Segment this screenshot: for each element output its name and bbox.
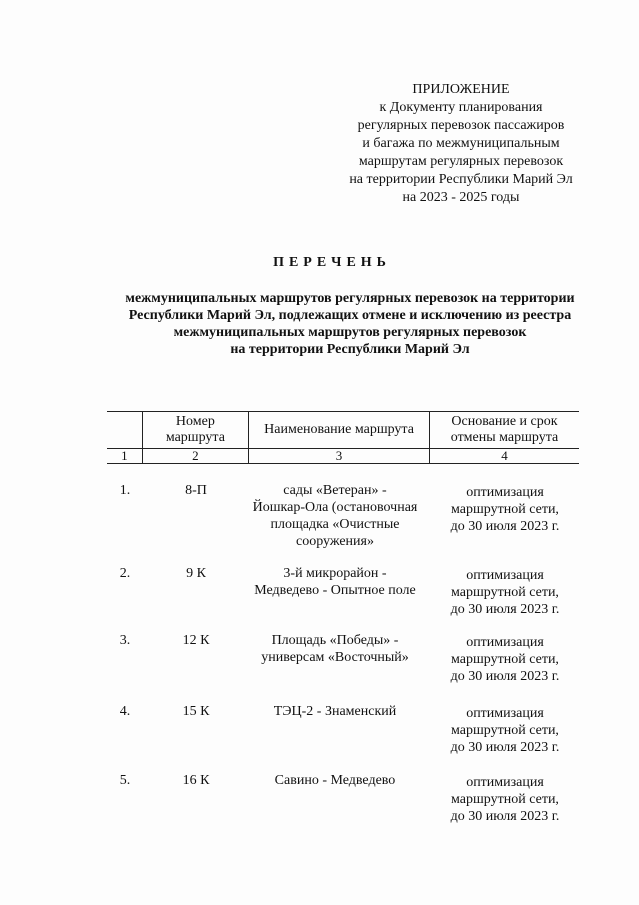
subtitle-line: на территории Республики Марий Эл — [230, 342, 470, 357]
route-name-line: универсам «Восточный» — [261, 650, 409, 665]
subtitle-line: межмуниципальных маршрутов регулярных перевозок — [173, 325, 527, 340]
column-number: 1 — [107, 449, 142, 464]
header-basis-line2: отмены маршрута — [450, 430, 559, 445]
route-name-line: Площадь «Победы» - — [271, 633, 399, 648]
basis-line: маршрутной сети, — [451, 652, 559, 667]
route-code: 12 К — [182, 633, 210, 648]
basis-line: маршрутной сети, — [451, 723, 559, 738]
route-code: 9 К — [186, 566, 206, 581]
basis-line: до 30 июля 2023 г. — [450, 809, 560, 824]
header-route-number-line2: маршрута — [165, 430, 225, 445]
row-number: 5. — [119, 773, 131, 788]
route-name-line: 3-й микрорайон - — [283, 566, 387, 581]
basis-line: оптимизация — [466, 775, 544, 790]
basis-line: оптимизация — [466, 706, 544, 721]
header-basis-line1: Основание и срок — [451, 414, 558, 429]
row-number: 2. — [119, 566, 131, 581]
route-code: 8-П — [185, 483, 207, 498]
table-header-row — [107, 412, 579, 449]
route-name — [240, 482, 430, 550]
appendix-line: маршрутам регулярных перевозок — [358, 154, 564, 169]
basis-line: оптимизация — [466, 635, 544, 650]
basis-line: маршрутной сети, — [451, 792, 559, 807]
basis-line: до 30 июля 2023 г. — [450, 602, 560, 617]
header-route-number-line1: Номер — [175, 414, 215, 429]
basis-line: до 30 июля 2023 г. — [450, 669, 560, 684]
column-number: 4 — [429, 449, 579, 464]
header-cell-route-number — [142, 412, 248, 449]
appendix-line: и багажа по межмуниципальным — [362, 136, 560, 151]
route-name-line: Медведево - Опытное поле — [254, 583, 416, 598]
appendix-line: на территории Республики Марий Эл — [349, 172, 573, 187]
route-code: 16 К — [182, 773, 210, 788]
subtitle-line: межмуниципальных маршрутов регулярных перевозок на территории — [125, 291, 575, 306]
cancellation-basis — [430, 634, 580, 685]
cancellation-basis — [430, 774, 580, 825]
cancellation-basis — [430, 705, 580, 756]
cancellation-basis — [430, 484, 580, 535]
appendix-block — [330, 81, 592, 207]
cancellation-basis — [430, 567, 580, 618]
appendix-line: на 2023 - 2025 годы — [402, 190, 520, 205]
appendix-line: ПРИЛОЖЕНИЕ — [412, 82, 510, 97]
row-number: 4. — [119, 704, 131, 719]
route-name-line: ТЭЦ-2 - Знаменский — [273, 704, 397, 719]
basis-line: до 30 июля 2023 г. — [450, 740, 560, 755]
route-name — [240, 632, 430, 666]
basis-line: до 30 июля 2023 г. — [450, 519, 560, 534]
route-name-line: Йошкар-Ола (остановочная — [252, 500, 418, 515]
column-number: 3 — [249, 449, 430, 464]
appendix-line: к Документу планирования — [379, 100, 543, 115]
column-number: 2 — [142, 449, 248, 464]
table-column-numbers-row — [107, 449, 579, 464]
subtitle-line: Республики Марий Эл, подлежащих отмене и исключению из реестра — [128, 308, 572, 323]
route-name — [240, 703, 430, 720]
routes-table-header — [107, 411, 579, 464]
header-cell-index — [107, 412, 142, 449]
route-name-line: сооружения» — [296, 534, 374, 549]
header-cell-route-name: Наименование маршрута — [249, 412, 430, 449]
row-number: 1. — [119, 483, 131, 498]
header-cell-basis — [429, 412, 579, 449]
route-name-line: Савино - Медведево — [274, 773, 396, 788]
route-name — [240, 772, 430, 789]
document-title: ПЕРЕЧЕНЬ — [273, 255, 391, 270]
route-code: 15 К — [182, 704, 210, 719]
basis-line: маршрутной сети, — [451, 585, 559, 600]
route-name — [240, 565, 430, 599]
appendix-line: регулярных перевозок пассажиров — [357, 118, 565, 133]
row-number: 3. — [119, 633, 131, 648]
basis-line: оптимизация — [466, 485, 544, 500]
route-name-line: площадка «Очистные — [270, 517, 400, 532]
route-name-line: сады «Ветеран» - — [283, 483, 387, 498]
document-subtitle — [90, 290, 610, 358]
basis-line: оптимизация — [466, 568, 544, 583]
basis-line: маршрутной сети, — [451, 502, 559, 517]
